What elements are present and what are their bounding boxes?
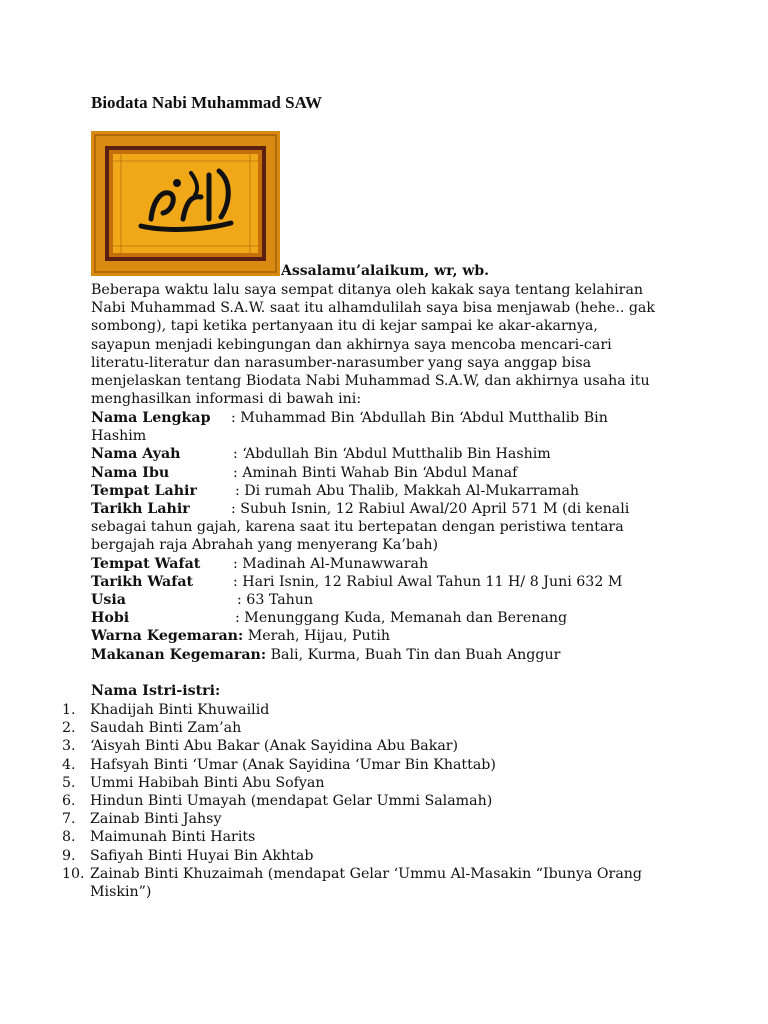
bio-row-tempat-wafat xyxy=(91,555,681,573)
list-text: Khadijah Binti Khuwailid xyxy=(90,702,270,718)
bio-label: Tempat Lahir xyxy=(91,482,197,499)
intro-line: Beberapa waktu lalu saya sempat ditanya oleh kakak saya tentang kelahiran xyxy=(91,282,644,298)
list-text: Safiyah Binti Huyai Bin Akhtab xyxy=(90,847,314,864)
bio-label: Tarikh Wafat xyxy=(91,573,194,590)
bio-label: Tarikh Lahir xyxy=(91,501,190,518)
list-text: Hindun Binti Umayah (mendapat Gelar Ummi Salamah) xyxy=(90,793,493,810)
list-number: 6. xyxy=(62,793,76,810)
list-number: 8. xyxy=(62,829,76,846)
list-text: Ummi Habibah Binti Abu Sofyan xyxy=(90,774,325,791)
bio-value: : Muhammad Bin ‘Abdullah Bin ‘Abdul Mutthalib Bin xyxy=(231,410,608,426)
bio-label: Warna Kegemaran: xyxy=(91,628,244,645)
bio-label: Nama Lengkap xyxy=(91,410,211,426)
bio-label: Nama Ibu xyxy=(91,464,170,481)
bio-value: : ‘Abdullah Bin ‘Abdul Mutthalib Bin Hashim xyxy=(233,446,551,463)
list-number: 3. xyxy=(62,738,76,755)
wives-heading: Nama Istri-istri: xyxy=(91,683,221,699)
list-text: Hafsyah Binti ‘Umar (Anak Sayidina ‘Umar Bin Khattab) xyxy=(90,756,496,773)
intro-line: menjelaskan tentang Biodata Nabi Muhammad S.A.W, dan akhirnya usaha itu xyxy=(91,373,650,390)
list-number: 1. xyxy=(62,702,76,718)
intro-line: literatu-literatur dan narasumber-narasumber yang saya anggap bisa xyxy=(91,354,592,371)
wives-list xyxy=(62,701,682,901)
intro-line: menghasilkan informasi di bawah ini: xyxy=(91,391,362,408)
list-number: 2. xyxy=(62,720,76,737)
list-item xyxy=(62,847,682,865)
list-text: Saudah Binti Zam’ah xyxy=(90,720,242,737)
bio-value: : Aminah Binti Wahab Bin ‘Abdul Manaf xyxy=(233,464,518,481)
intro-line: sombong), tapi ketika pertanyaan itu di kejar sampai ke akar-akarnya, xyxy=(91,318,598,335)
bio-value: : Hari Isnin, 12 Rabiul Awal Tahun 11 H/ 8 Juni 632 M xyxy=(233,573,623,590)
bio-value: : Menunggang Kuda, Memanah dan Berenang xyxy=(235,610,568,627)
bio-value: : Di rumah Abu Thalib, Makkah Al-Mukarramah xyxy=(235,482,580,499)
bio-row-usia xyxy=(91,591,681,609)
bio-label: Makanan Kegemaran: xyxy=(91,646,267,663)
bio-value-cont: sebagai tahun gajah, karena saat itu bertepatan dengan peristiwa tentara xyxy=(91,519,624,536)
list-item xyxy=(62,701,682,719)
list-text: Zainab Binti Khuzaimah (mendapat Gelar ‘Ummu Al-Masakin “Ibunya Orang xyxy=(90,865,643,882)
list-text: ‘Aisyah Binti Abu Bakar (Anak Sayidina Abu Bakar) xyxy=(90,738,459,755)
bio-row-nama-ibu xyxy=(91,464,681,482)
list-text: Zainab Binti Jahsy xyxy=(90,811,222,828)
bio-row-makanan-kegemaran xyxy=(91,646,681,664)
list-number: 4. xyxy=(62,756,76,773)
bio-value: : Madinah Al-Munawwarah xyxy=(233,555,429,572)
bio-row-nama-ayah xyxy=(91,445,681,463)
list-number: 7. xyxy=(62,811,76,828)
calligraphy-image xyxy=(91,131,280,276)
list-number: 5. xyxy=(62,774,76,791)
list-item xyxy=(62,792,682,810)
intro-line: Nabi Muhammad S.A.W. saat itu alhamdulilah saya bisa menjawab (hehe.. gak xyxy=(91,300,655,317)
bio-row-hobi xyxy=(91,609,681,627)
page-title: Biodata Nabi Muhammad SAW xyxy=(91,93,322,112)
list-item xyxy=(62,810,682,828)
biodata-list xyxy=(91,409,681,664)
intro-paragraph xyxy=(91,281,691,408)
bio-value: : Subuh Isnin, 12 Rabiul Awal/20 April 571 M (di kenali xyxy=(231,501,630,518)
bio-label: Usia xyxy=(91,592,126,609)
bio-row-tarikh-wafat xyxy=(91,573,681,591)
list-text: Maimunah Binti Harits xyxy=(90,829,256,846)
intro-line: sayapun menjadi kebingungan dan akhirnya saya mencoba mencari-cari xyxy=(91,336,612,353)
list-item xyxy=(62,774,682,792)
list-number: 9. xyxy=(62,847,76,864)
bio-row-warna-kegemaran xyxy=(91,627,681,645)
bio-row-tempat-lahir xyxy=(91,482,681,500)
list-item xyxy=(62,719,682,737)
list-text-cont: Miskin”) xyxy=(90,884,152,901)
list-item xyxy=(62,865,682,901)
greeting-text: Assalamu’alaikum, wr, wb. xyxy=(281,263,490,279)
bio-value-cont: bergajah raja Abrahah yang menyerang Ka’bah) xyxy=(91,537,439,554)
bio-label: Tempat Wafat xyxy=(91,555,201,572)
list-number: 10. xyxy=(62,865,85,882)
list-item xyxy=(62,828,682,846)
bio-row-tarikh-lahir xyxy=(91,500,681,555)
bio-label: Hobi xyxy=(91,610,130,627)
bio-value-cont: Hashim xyxy=(91,428,147,445)
bio-row-nama-lengkap xyxy=(91,409,681,445)
bio-value: Merah, Hijau, Putih xyxy=(247,628,391,645)
bio-value: : 63 Tahun xyxy=(237,592,314,609)
list-item xyxy=(62,756,682,774)
bio-value: Bali, Kurma, Buah Tin dan Buah Anggur xyxy=(270,646,561,663)
bio-label: Nama Ayah xyxy=(91,446,181,463)
list-item xyxy=(62,737,682,755)
